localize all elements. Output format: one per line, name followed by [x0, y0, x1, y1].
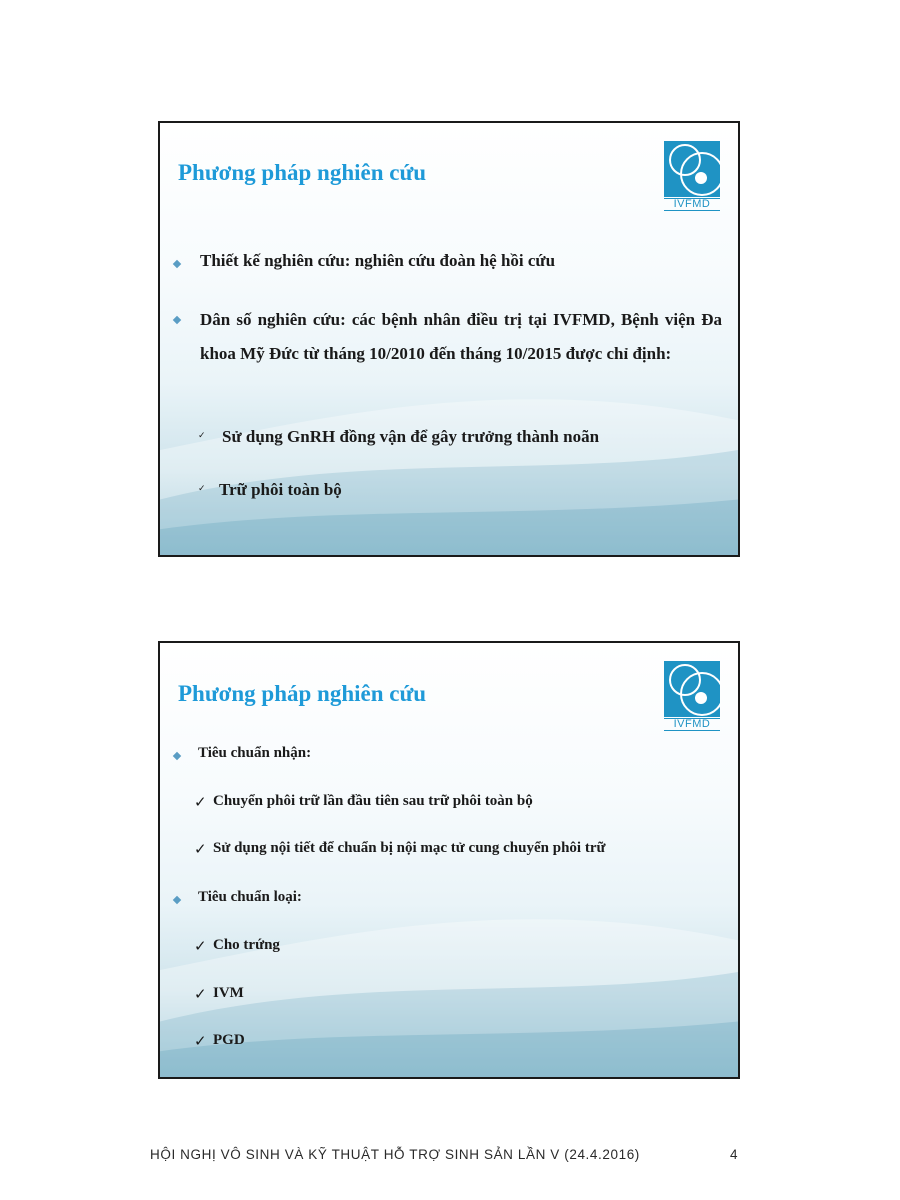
check-item — [194, 985, 244, 1002]
check-item-text: Cho trứng — [213, 937, 280, 953]
check-icon: ✓ — [198, 431, 206, 441]
check-icon: ✓ — [194, 937, 207, 955]
page-number: 4 — [730, 1147, 738, 1162]
sub-item — [198, 480, 342, 500]
wave-background — [160, 643, 738, 1077]
bullet-text: Tiêu chuẩn nhận: — [198, 745, 312, 761]
slide-2 — [158, 641, 740, 1079]
check-item — [194, 937, 280, 954]
bullet-text: Tiêu chuẩn loại: — [198, 889, 302, 905]
page-footer: HỘI NGHỊ VÔ SINH VÀ KỸ THUẬT HỖ TRỢ SINH SẢN LẦN V (24.4.2016) — [150, 1147, 640, 1162]
check-item — [194, 793, 533, 810]
ivfmd-logo — [664, 661, 720, 731]
bullet-icon — [173, 316, 181, 324]
check-icon: ✓ — [194, 793, 207, 811]
sub-item — [198, 427, 599, 447]
logo-text: IVFMD — [664, 718, 720, 731]
logo-text: IVFMD — [664, 198, 720, 211]
bullet-text: Thiết kế nghiên cứu: nghiên cứu đoàn hệ hồi cứu — [200, 251, 556, 270]
bullet-text: Dân số nghiên cứu: các bệnh nhân điều trị tại IVFMD, Bệnh viện Đa khoa Mỹ Đức từ tháng 10/2010 đến tháng 10/2015 được chỉ định: — [200, 310, 722, 363]
sub-item-text: Trữ phôi toàn bộ — [219, 480, 342, 499]
bullet-item — [174, 889, 302, 906]
check-item — [194, 1032, 245, 1049]
check-icon: ✓ — [194, 1032, 207, 1050]
bullet-icon — [173, 260, 181, 268]
check-icon: ✓ — [194, 840, 207, 858]
bullet-item — [174, 745, 311, 762]
ivfmd-logo — [664, 141, 720, 211]
check-item-text: IVM — [213, 985, 244, 1001]
slide-1 — [158, 121, 740, 557]
slide-title: Phương pháp nghiên cứu — [178, 160, 427, 185]
check-item-text: Chuyển phôi trữ lần đầu tiên sau trữ phôi toàn bộ — [213, 793, 533, 809]
check-icon: ✓ — [194, 985, 207, 1003]
bullet-item — [174, 251, 722, 271]
sub-item-text: Sử dụng GnRH đồng vận để gây trưởng thành noãn — [222, 427, 600, 446]
slide-title: Phương pháp nghiên cứu — [178, 681, 427, 706]
check-icon: ✓ — [198, 484, 206, 494]
check-item-text: Sử dụng nội tiết để chuẩn bị nội mạc tử cung chuyển phôi trữ — [213, 840, 606, 856]
check-item — [194, 840, 606, 857]
bullet-icon — [173, 896, 181, 904]
check-item-text: PGD — [213, 1032, 245, 1048]
bullet-icon — [173, 752, 181, 760]
bullet-item — [174, 303, 722, 371]
